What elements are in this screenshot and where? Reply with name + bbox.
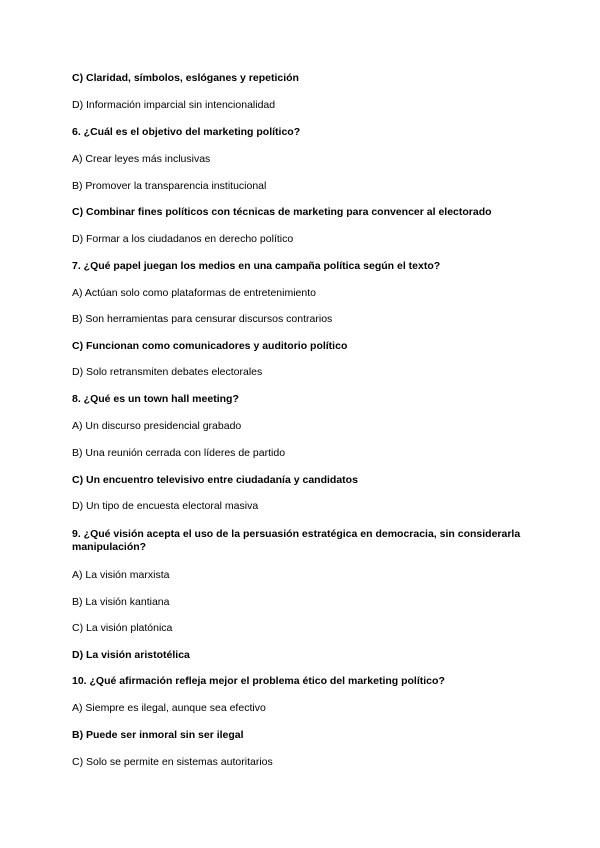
answer-c-q8: C) Un encuentro televisivo entre ciudadanía y candidatos (72, 474, 358, 486)
answer-b-q6: B) Promover la transparencia institucional (72, 180, 267, 192)
answer-d-q8: D) Un tipo de encuesta electoral masiva (72, 500, 259, 512)
answer-b-q10: B) Puede ser inmoral sin ser ilegal (72, 729, 244, 741)
answer-d-q9: D) La visión aristotélica (72, 649, 190, 661)
question-7: 7. ¿Qué papel juegan los medios en una campaña política según el texto? (72, 260, 441, 272)
answer-a-q10: A) Siempre es ilegal, aunque sea efectivo (72, 702, 266, 714)
question-6: 6. ¿Cuál es el objetivo del marketing político? (72, 126, 301, 138)
answer-d-q7: D) Solo retransmiten debates electorales (72, 366, 263, 378)
answer-a-q9: A) La visión marxista (72, 569, 170, 581)
answer-a-q8: A) Un discurso presidencial grabado (72, 420, 242, 432)
answer-c-q6: C) Combinar fines políticos con técnicas de marketing para convencer al electorado (72, 206, 492, 218)
answer-d-q6: D) Formar a los ciudadanos en derecho político (72, 233, 294, 245)
answer-d-q5: D) Información imparcial sin intencionalidad (72, 99, 276, 111)
answer-a-q7: A) Actúan solo como plataformas de entretenimiento (72, 287, 316, 299)
answer-c-q10: C) Solo se permite en sistemas autoritarios (72, 756, 273, 768)
answer-c-q5: C) Claridad, símbolos, eslóganes y repetición (72, 72, 299, 84)
answer-b-q7: B) Son herramientas para censurar discursos contrarios (72, 313, 333, 325)
question-8: 8. ¿Qué es un town hall meeting? (72, 393, 239, 405)
answer-c-q9: C) La visión platónica (72, 622, 173, 634)
question-10: 10. ¿Qué afirmación refleja mejor el problema ético del marketing político? (72, 675, 445, 687)
answer-a-q6: A) Crear leyes más inclusivas (72, 153, 211, 165)
answer-b-q8: B) Una reunión cerrada con líderes de partido (72, 447, 286, 459)
answer-c-q7: C) Funcionan como comunicadores y auditorio político (72, 340, 348, 352)
question-9: 9. ¿Qué visión acepta el uso de la persuasión estratégica en democracia, sin considerarla manipulación? (72, 528, 521, 553)
answer-b-q9: B) La visión kantiana (72, 596, 170, 608)
